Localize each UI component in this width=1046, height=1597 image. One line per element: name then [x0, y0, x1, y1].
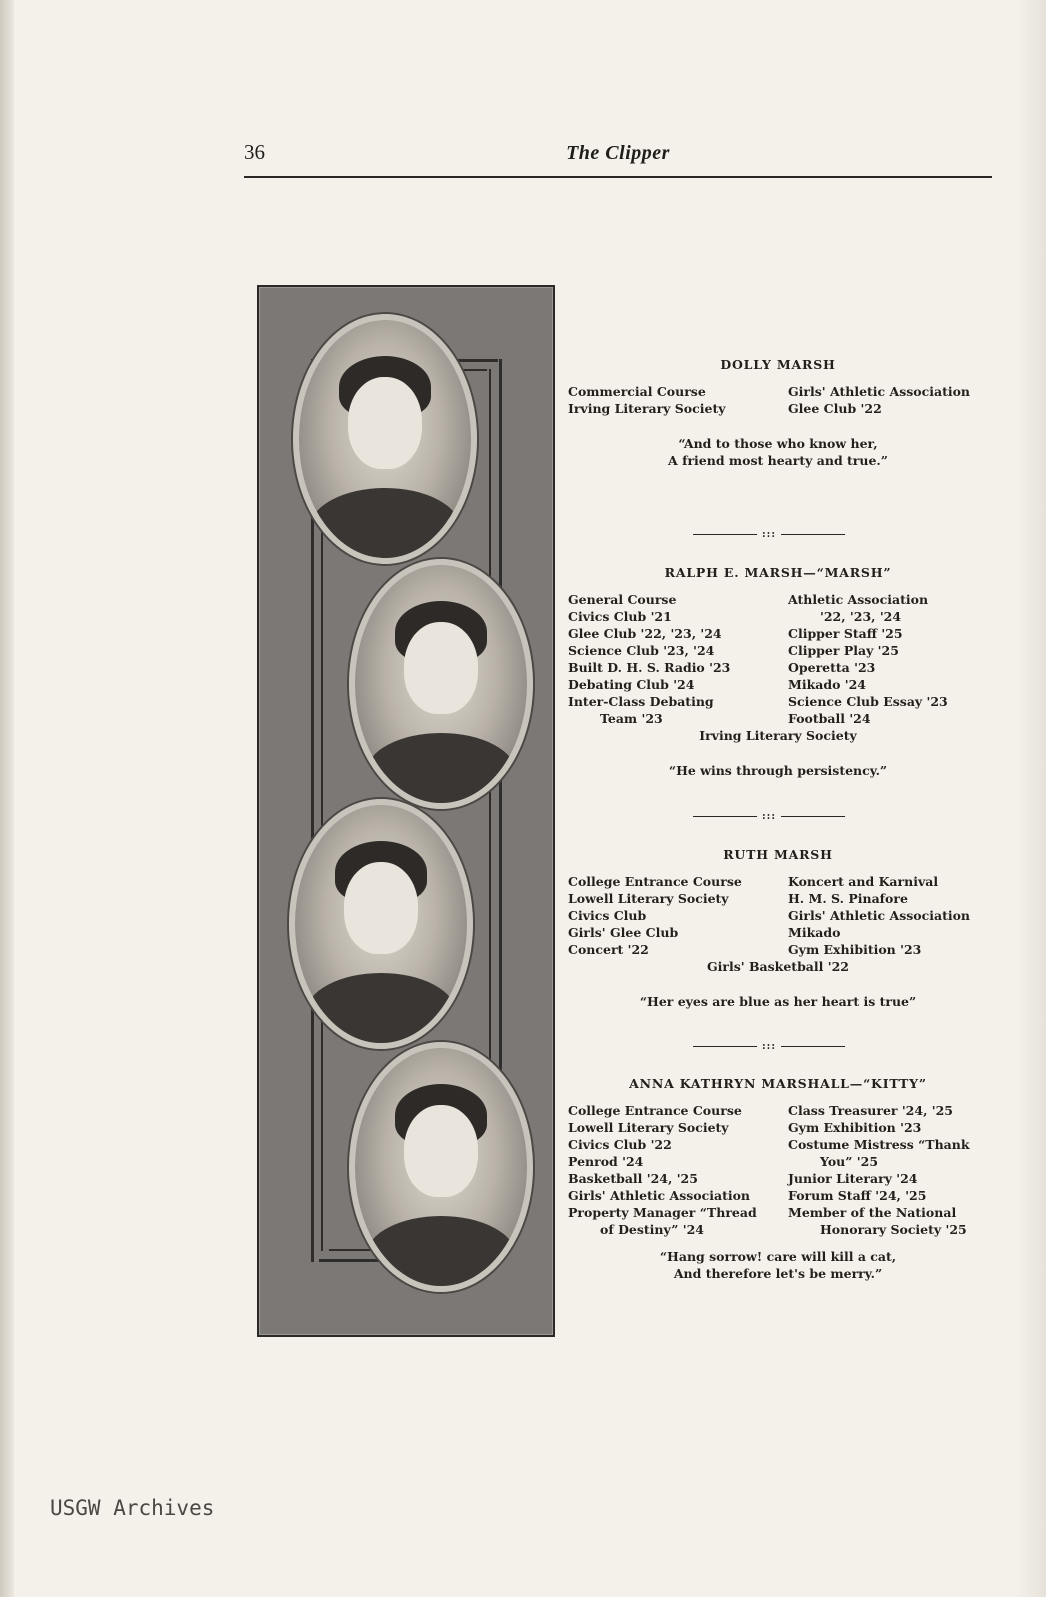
- page-number: 36: [244, 140, 265, 164]
- entry-name: RALPH E. MARSH—“MARSH”: [664, 565, 892, 580]
- activity: Gym Exhibition '23: [788, 942, 922, 957]
- activity: Glee Club '22: [788, 401, 882, 416]
- activity: Clipper Staff '25: [788, 626, 903, 641]
- activities-right: [788, 591, 988, 727]
- entry-quote: “And to those who know her, A friend most hearty and true.”: [668, 436, 888, 468]
- entry-ralph-marsh: [568, 564, 988, 779]
- activities-left: [568, 383, 768, 417]
- activity: Irving Literary Society: [568, 401, 726, 416]
- activity: Commercial Course: [568, 384, 706, 399]
- activity: Civics Club '21: [568, 609, 672, 624]
- activity: Civics Club '22: [568, 1137, 672, 1152]
- entry-ruth-marsh: [568, 846, 988, 1010]
- activity: Girls' Athletic Association: [788, 908, 971, 923]
- entry-quote: “Hang sorrow! care will kill a cat, And therefore let's be merry.”: [659, 1249, 897, 1281]
- entry-quote: “He wins through persistency.”: [668, 763, 888, 778]
- publication-title: The Clipper: [566, 142, 670, 164]
- activity: Inter-Class Debating: [568, 694, 714, 709]
- section-divider: :::: [693, 1042, 845, 1052]
- entry-name: RUTH MARSH: [723, 847, 833, 862]
- activity: H. M. S. Pinafore: [788, 891, 908, 906]
- entry-anna-marshall: [568, 1075, 988, 1282]
- activity: Glee Club '22, '23, '24: [568, 626, 722, 641]
- archive-watermark: USGW Archives: [50, 1496, 215, 1520]
- entry-name: ANNA KATHRYN MARSHALL—“KITTY”: [629, 1076, 927, 1091]
- activity: Basketball '24, '25: [568, 1171, 698, 1186]
- activity: Class Treasurer '24, '25: [788, 1103, 954, 1118]
- activity: Junior Literary '24: [788, 1171, 918, 1186]
- activities-right: [788, 873, 988, 958]
- activity: Debating Club '24: [568, 677, 695, 692]
- activity: Girls' Athletic Association: [568, 1188, 751, 1203]
- activity: Concert '22: [568, 942, 649, 957]
- activity: You” '25: [820, 1154, 879, 1169]
- activity: Member of the National: [788, 1205, 957, 1220]
- activity: Science Club '23, '24: [568, 643, 715, 658]
- section-divider: :::: [693, 530, 845, 540]
- portrait-anna-marshall: [349, 1042, 533, 1292]
- activity: Mikado '24: [788, 677, 866, 692]
- activity: Clipper Play '25: [788, 643, 899, 658]
- activity: Operetta '23: [788, 660, 876, 675]
- page-edge-right: [1016, 0, 1046, 1597]
- entry-name: DOLLY MARSH: [720, 357, 836, 372]
- activities-right: [788, 383, 988, 417]
- activity: Gym Exhibition '23: [788, 1120, 922, 1135]
- activity: General Course: [568, 592, 677, 607]
- activity: Property Manager “Thread: [568, 1205, 757, 1220]
- activity-centered: Irving Literary Society: [699, 728, 857, 743]
- activity: Built D. H. S. Radio '23: [568, 660, 731, 675]
- activity: '22, '23, '24: [820, 609, 902, 624]
- portrait-ruth-marsh: [289, 799, 473, 1049]
- portrait-ralph-marsh: [349, 559, 533, 809]
- activity: Athletic Association: [788, 592, 929, 607]
- page-edge-left: [0, 0, 14, 1597]
- activity: of Destiny” '24: [600, 1222, 704, 1237]
- activity: Team '23: [600, 711, 663, 726]
- activity: Lowell Literary Society: [568, 891, 729, 906]
- activity: Football '24: [788, 711, 871, 726]
- activity: Koncert and Karnival: [788, 874, 939, 889]
- activity: College Entrance Course: [568, 1103, 742, 1118]
- activity: Girls' Athletic Association: [788, 384, 971, 399]
- activity: Science Club Essay '23: [788, 694, 948, 709]
- activity: Penrod '24: [568, 1154, 644, 1169]
- activity: Lowell Literary Society: [568, 1120, 729, 1135]
- entry-quote: “Her eyes are blue as her heart is true”: [639, 994, 917, 1009]
- portrait-dolly-marsh: [293, 314, 477, 564]
- running-header: [244, 138, 992, 178]
- activity: Mikado: [788, 925, 841, 940]
- activity: Forum Staff '24, '25: [788, 1188, 927, 1203]
- activity: Civics Club: [568, 908, 647, 923]
- activities-left: [568, 873, 768, 958]
- portrait-panel: [257, 285, 555, 1337]
- activities-left: [568, 591, 768, 727]
- activity: Honorary Society '25: [820, 1222, 967, 1237]
- activity: College Entrance Course: [568, 874, 742, 889]
- activity: Girls' Glee Club: [568, 925, 679, 940]
- section-divider: :::: [693, 812, 845, 822]
- activity-centered: Girls' Basketball '22: [707, 959, 849, 974]
- activities-left: [568, 1102, 768, 1238]
- entry-dolly-marsh: [568, 356, 988, 469]
- activity: Costume Mistress “Thank: [788, 1137, 970, 1152]
- activities-right: [788, 1102, 988, 1238]
